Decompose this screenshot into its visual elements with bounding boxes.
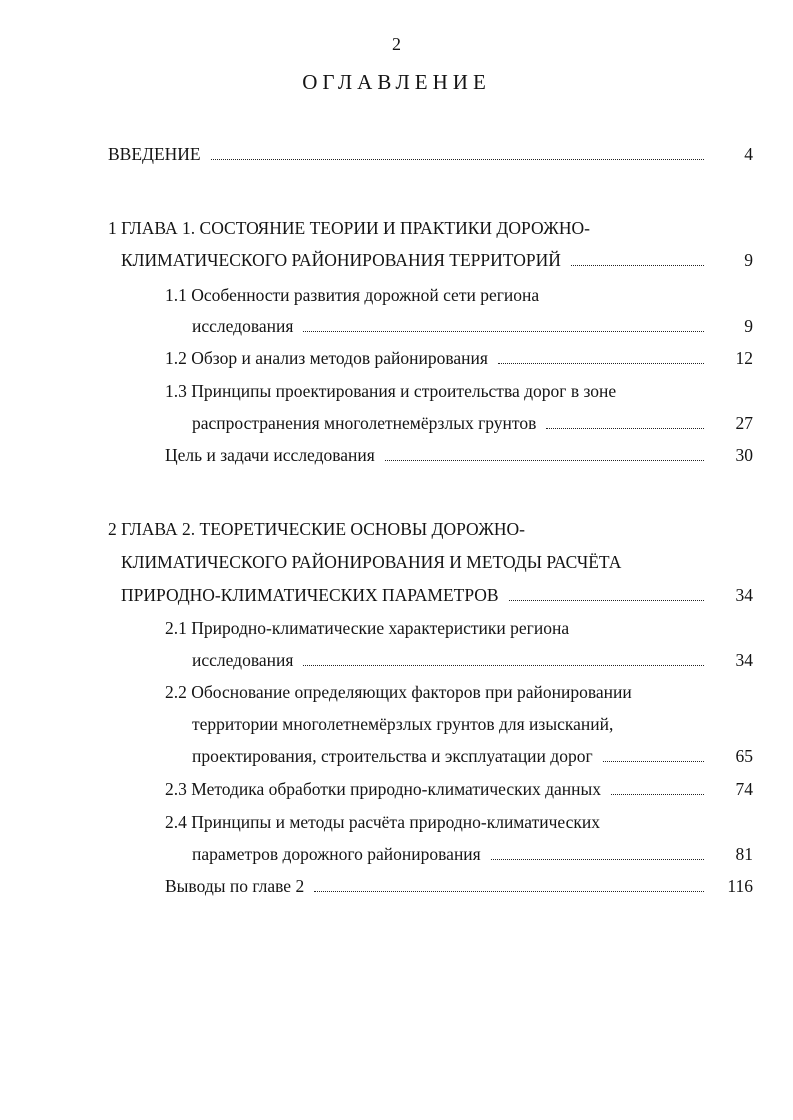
toc-section-1-1-line1[interactable]: 1.1 Особенности развития дорожной сети региона — [165, 285, 540, 305]
toc-page-number: 4 — [744, 144, 753, 164]
toc-page-number: 81 — [735, 844, 753, 864]
toc-section-2-4[interactable] — [192, 843, 708, 865]
dot-leader — [603, 761, 704, 762]
toc-section-1-3-line1[interactable]: 1.3 Принципы проектирования и строительства дорог в зоне — [165, 381, 617, 401]
toc-entry-label: распространения многолетнемёрзлых грунтов — [192, 413, 537, 433]
dot-leader — [571, 265, 704, 266]
toc-chapter-1-line1[interactable]: 1 ГЛАВА 1. СОСТОЯНИЕ ТЕОРИИ И ПРАКТИКИ ДОРОЖНО- — [108, 218, 590, 238]
toc-chapter-2-line1[interactable]: 2 ГЛАВА 2. ТЕОРЕТИЧЕСКИЕ ОСНОВЫ ДОРОЖНО- — [108, 519, 526, 539]
dot-leader — [491, 859, 704, 860]
dot-leader — [385, 460, 704, 461]
toc-page-number: 34 — [735, 585, 753, 605]
toc-entry-label: Цель и задачи исследования — [165, 445, 375, 465]
toc-entry-label: 2.3 Методика обработки природно-климатических данных — [165, 779, 602, 799]
dot-leader — [211, 159, 704, 160]
toc-chapter-1[interactable] — [121, 249, 708, 271]
toc-section-goals[interactable] — [165, 444, 708, 466]
toc-entry-label: исследования — [192, 650, 294, 670]
toc-section-2-2-line1[interactable]: 2.2 Обоснование определяющих факторов при районировании — [165, 682, 632, 702]
toc-page-number: 27 — [735, 413, 753, 433]
toc-section-2-1[interactable] — [192, 649, 708, 671]
toc-page-number: 65 — [735, 746, 753, 766]
toc-section-2-2[interactable] — [192, 745, 708, 767]
page-title: ОГЛАВЛЕНИЕ — [302, 70, 491, 94]
page-number: 2 — [392, 34, 401, 54]
dot-leader — [546, 428, 704, 429]
toc-page-number: 74 — [735, 779, 753, 799]
dot-leader — [509, 600, 704, 601]
toc-chapter-2[interactable] — [121, 584, 708, 606]
dot-leader — [611, 794, 704, 795]
toc-section-2-4-line1[interactable]: 2.4 Принципы и методы расчёта природно-климатических — [165, 812, 600, 832]
dot-leader — [303, 665, 704, 666]
toc-section-conclusions-2[interactable] — [165, 875, 708, 897]
toc-entry-label: исследования — [192, 316, 294, 336]
toc-entry-label: КЛИМАТИЧЕСКОГО РАЙОНИРОВАНИЯ ТЕРРИТОРИЙ — [121, 250, 561, 270]
toc-page-number: 116 — [727, 876, 753, 896]
dot-leader — [314, 891, 704, 892]
toc-page-number: 12 — [735, 348, 753, 368]
toc-chapter-2-line2[interactable]: КЛИМАТИЧЕСКОГО РАЙОНИРОВАНИЯ И МЕТОДЫ РАСЧЁТА — [121, 552, 622, 572]
toc-page-number: 9 — [744, 250, 753, 270]
toc-page-number: 34 — [735, 650, 753, 670]
toc-section-1-3[interactable] — [192, 412, 708, 434]
toc-section-2-2-line2[interactable]: территории многолетнемёрзлых грунтов для изысканий, — [192, 714, 614, 734]
toc-section-1-2[interactable] — [165, 347, 708, 369]
toc-section-2-3[interactable] — [165, 778, 708, 800]
toc-entry-label: параметров дорожного районирования — [192, 844, 481, 864]
toc-page-number: 30 — [735, 445, 753, 465]
toc-page-number: 9 — [744, 316, 753, 336]
dot-leader — [303, 331, 704, 332]
toc-section-1-1[interactable] — [192, 315, 708, 337]
toc-section-2-1-line1[interactable]: 2.1 Природно-климатические характеристики региона — [165, 618, 570, 638]
toc-entry-label: 1.2 Обзор и анализ методов районирования — [165, 348, 488, 368]
toc-entry-label: ВВЕДЕНИЕ — [108, 144, 201, 164]
toc-entry-introduction[interactable] — [108, 143, 708, 165]
toc-entry-label: Выводы по главе 2 — [165, 876, 305, 896]
toc-entry-label: ПРИРОДНО-КЛИМАТИЧЕСКИХ ПАРАМЕТРОВ — [121, 585, 499, 605]
dot-leader — [498, 363, 704, 364]
toc-entry-label: проектирования, строительства и эксплуатации дорог — [192, 746, 593, 766]
